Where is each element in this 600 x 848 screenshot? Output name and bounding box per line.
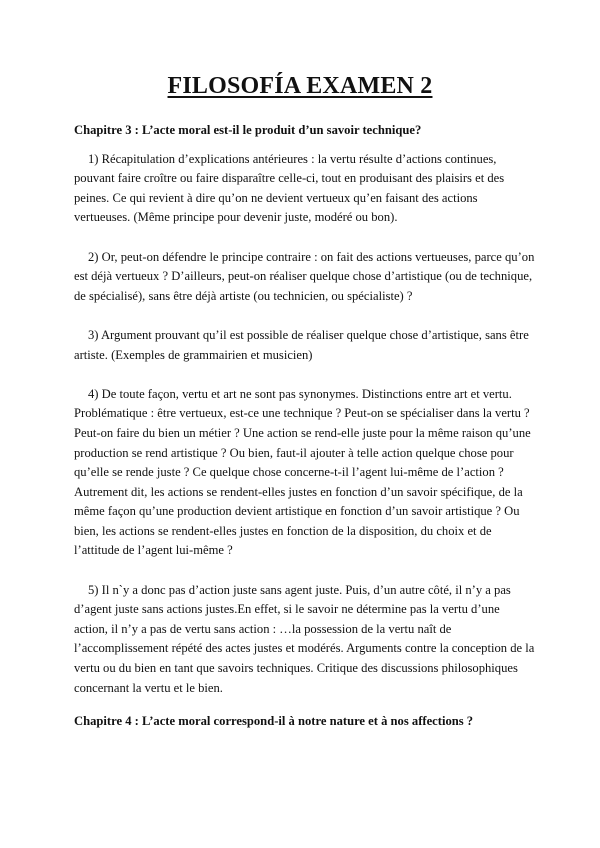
chapter-3-point-2: 2) Or, peut-on défendre le principe contraire : on fait des actions vertueuses, parce qu’on est déjà vertueux ? D’ailleurs, peut-on réaliser quelque chose d’artistique (ou de technique, de spécialisé), sans être déjà artiste (ou technicien, ou spécialiste) ? xyxy=(74,249,535,303)
chapter-3-point-1: 1) Récapitulation d’explications antérieures : la vertu résulte d’actions continues, pouvant faire croître ou faire disparaître celle-ci, tout en produisant des plaisirs et des peines. Ce qui revient à dire qu’on ne devient vertueux qu’en faisant des actions vertueuses. (Même principe pour devenir juste, modéré ou bon). xyxy=(74,151,505,225)
chapter-3-section xyxy=(74,121,536,698)
chapter-4-heading: Chapitre 4 : L’acte moral correspond-il à notre nature et à nos affections ? xyxy=(74,714,474,728)
chapter-3-problematique: Problématique : être vertueux, est-ce une technique ? Peut-on se spécialiser dans la vertu ? Peut-on faire du bien un métier ? Une action se rend-elle juste pour la même raison qu’une production se rend artistique ? Ou bien, faut-il ajouter à telle action quelque chose pour qu’elle se rende juste ? Ce quelque chose concerne-t-il l’agent lui-même de l’action ? xyxy=(74,406,531,480)
chapter-3-heading: Chapitre 3 : L’acte moral est-il le produit d’un savoir technique? xyxy=(74,123,422,137)
chapter-3-point-4: 4) De toute façon, vertu et art ne sont pas synonymes. Distinctions entre art et vertu. xyxy=(88,386,512,401)
page-title: FILOSOFÍA EXAMEN 2 xyxy=(167,73,433,99)
chapter-3-autrement-dit: Autrement dit, les actions se rendent-elles justes en fonction d’un savoir spécifique, de la même façon qu’une production devient artistique en fonction d’un savoir artistique ? Ou bien, les actions se rendent-elles justes en fonction de la disposition, du choix et de l’attitude de l’agent lui-même ? xyxy=(74,484,523,558)
chapter-3-point-5: 5) Il n`y a donc pas d’action juste sans agent juste. Puis, d’un autre côté, il n’y a pas d’agent juste sans actions justes.En effet, si le savoir ne détermine pas la vertu d’une action, il n’y a pas de vertu sans action : …la possession de la vertu naît de l’accomplissement répété des actes justes et modérés. Arguments contre la conception de la vertu ou du bien en tant que savoirs techniques. Critique des discussions philosophiques concernant la vertu et le bien. xyxy=(74,582,535,695)
chapter-4-section xyxy=(74,712,536,732)
chapter-3-point-3: 3) Argument prouvant qu’il est possible de réaliser quelque chose d’artistique, sans être artiste. (Exemples de grammairien et musicien) xyxy=(74,327,529,362)
